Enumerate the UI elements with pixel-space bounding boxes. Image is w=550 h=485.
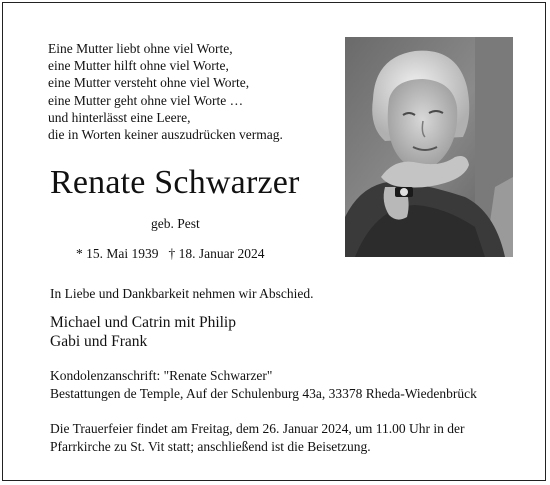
poem-line: eine Mutter geht ohne viel Worte … <box>48 92 244 108</box>
poem <box>48 40 283 143</box>
portrait-photo <box>345 37 513 257</box>
deceased-name: Renate Schwarzer <box>50 164 300 201</box>
poem-line: die in Worten keiner auszudrücken vermag. <box>48 127 283 143</box>
condolence-line: Bestattungen de Temple, Auf der Schulenburg 43a, 33378 Rheda-Wiedenbrück <box>50 386 477 401</box>
mourner-line: Michael und Catrin mit Philip <box>50 314 236 331</box>
poem-line: Eine Mutter liebt ohne viel Worte, <box>48 41 233 56</box>
condolence-address <box>50 367 477 403</box>
mourners-list <box>50 313 236 351</box>
life-dates <box>76 246 264 262</box>
ceremony-line: Pfarrkirche zu St. Vit statt; anschließend ist die Beisetzung. <box>50 439 371 454</box>
ceremony-line: Die Trauerfeier findet am Freitag, dem 26. Januar 2024, um 11.00 Uhr in der <box>50 421 465 436</box>
birth-date: * 15. Mai 1939 <box>76 246 159 261</box>
poem-line: eine Mutter hilft ohne viel Worte, <box>48 58 229 74</box>
death-date: † 18. Januar 2024 <box>168 246 265 261</box>
ceremony-info <box>50 420 465 456</box>
poem-line: eine Mutter versteht ohne viel Worte, <box>48 75 250 91</box>
obituary-notice <box>2 2 546 481</box>
poem-line: und hinterlässt eine Leere, <box>48 109 191 125</box>
farewell-text: In Liebe und Dankbarkeit nehmen wir Abschied. <box>50 286 314 301</box>
birth-name: geb. Pest <box>151 216 200 231</box>
condolence-line: Kondolenzanschrift: "Renate Schwarzer" <box>50 368 273 383</box>
mourner-line: Gabi und Frank <box>50 333 148 350</box>
